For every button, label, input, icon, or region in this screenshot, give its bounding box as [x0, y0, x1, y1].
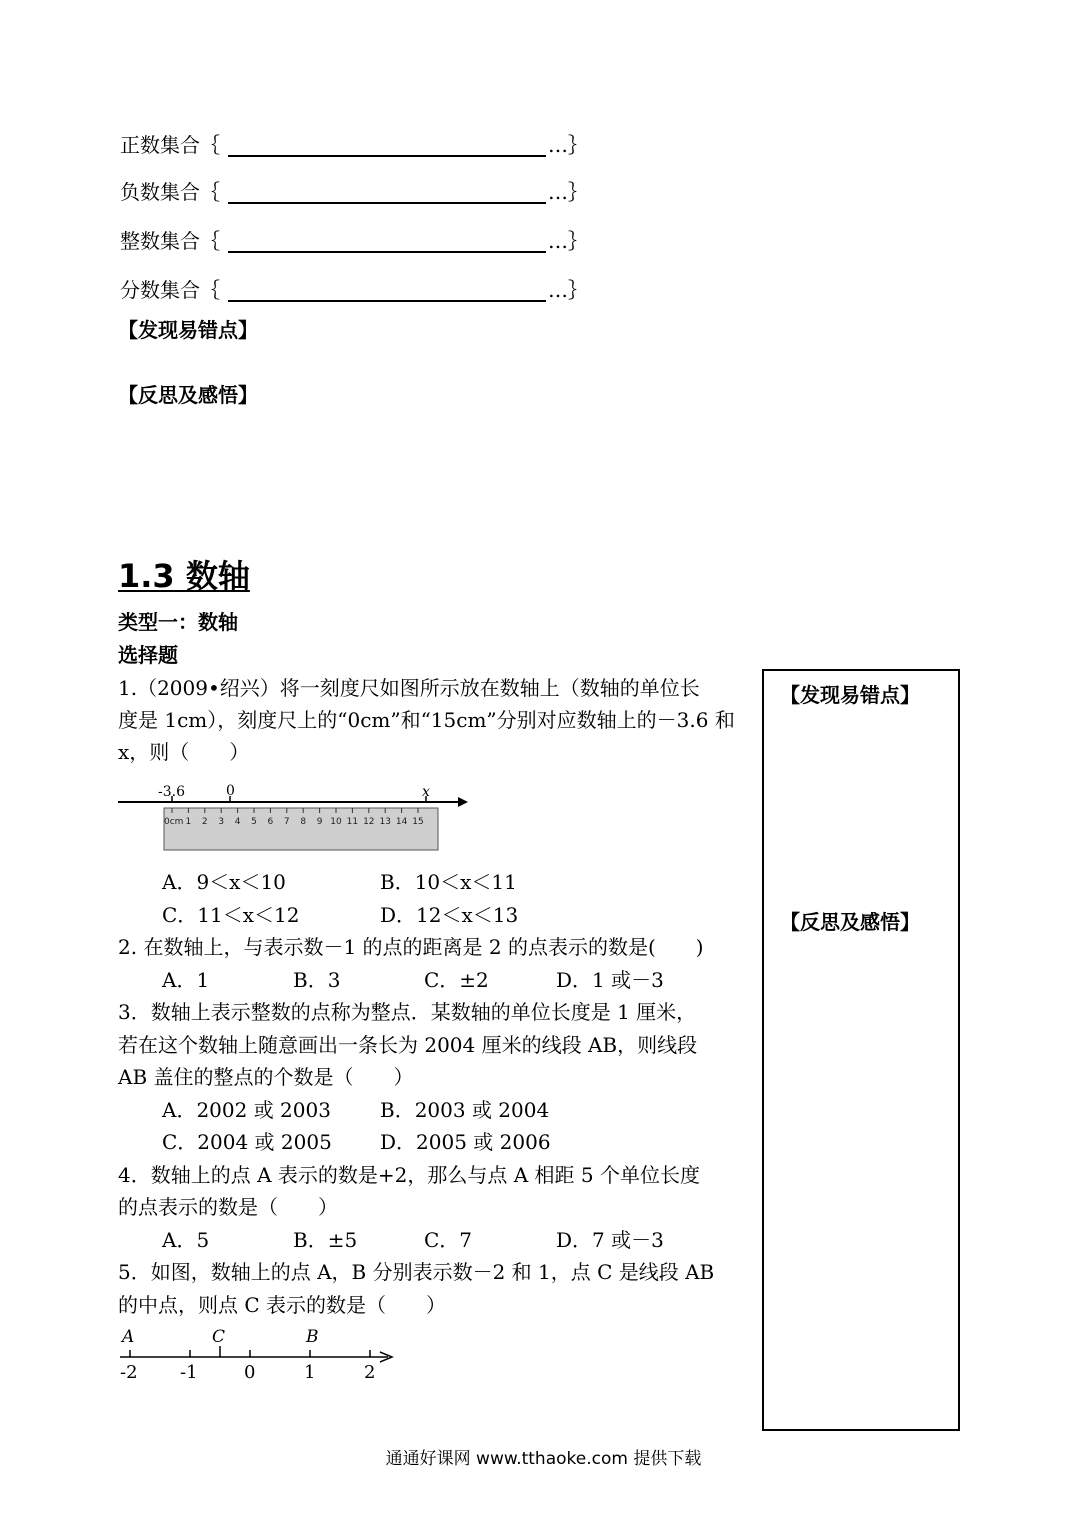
tick-label: -2 — [120, 1362, 138, 1383]
q5-line: 5．如图，数轴上的点 A，B 分别表示数－2 和 1，点 C 是线段 AB — [118, 1260, 715, 1284]
set-label: 负数集合｛ — [120, 180, 220, 204]
set-label: 分数集合｛ — [120, 278, 220, 302]
axis-label: x — [422, 784, 430, 800]
type-heading: 类型一：数轴 — [118, 610, 238, 634]
integer-set-row — [120, 227, 590, 257]
set-label: 整数集合｛ — [120, 229, 220, 253]
ruler-label: 14 — [395, 817, 408, 827]
ruler-label: 12 — [363, 817, 375, 827]
q4-option-c[interactable]: C．7 — [424, 1228, 473, 1252]
negative-set-row — [120, 178, 590, 208]
ruler-label: 10 — [330, 817, 342, 827]
q1-option-d[interactable]: D．12＜x＜13 — [380, 903, 519, 927]
tick-label: 2 — [364, 1362, 376, 1383]
answer-blank[interactable] — [228, 155, 546, 157]
answer-blank[interactable] — [228, 202, 546, 204]
ruler-label: 15 — [412, 817, 424, 827]
q4-option-a[interactable]: A．5 — [162, 1228, 210, 1252]
q1-option-c[interactable]: C．11＜x＜12 — [162, 903, 300, 927]
ruler-label: 11 — [346, 817, 359, 827]
point-label: C — [212, 1327, 226, 1347]
q2-option-d[interactable]: D．1 或－3 — [556, 968, 664, 992]
fraction-set-row — [120, 276, 590, 306]
footer-text: 通通好课网 www.tthaoke.com 提供下载 — [385, 1449, 702, 1469]
q3-line: 若在这个数轴上随意画出一条长为 2004 厘米的线段 AB，则线段 — [118, 1033, 698, 1057]
q2-option-b[interactable]: B．3 — [293, 968, 341, 992]
section-title: 1.3 数轴 — [118, 557, 250, 595]
errors-heading: 【发现易错点】 — [118, 318, 258, 342]
tick-label: 1 — [304, 1362, 316, 1383]
sidebar-errors-heading: 【发现易错点】 — [780, 683, 920, 707]
ruler-label: 8 — [300, 817, 307, 827]
q3-option-c[interactable]: C．2004 或 2005 — [162, 1130, 332, 1154]
q5-line: 的中点，则点 C 表示的数是（ ） — [118, 1293, 447, 1317]
ruler-label: 3 — [218, 817, 225, 827]
answer-blank[interactable] — [228, 300, 546, 302]
answer-blank[interactable] — [228, 251, 546, 253]
q1-option-a[interactable]: A．9＜x＜10 — [162, 870, 286, 894]
q3-option-b[interactable]: B．2003 或 2004 — [380, 1098, 550, 1122]
q3-line: AB 盖住的整点的个数是（ ） — [118, 1065, 414, 1089]
q2-line: 2. 在数轴上，与表示数－1 的点的距离是 2 的点表示的数是( ) — [118, 935, 704, 959]
q2-option-c[interactable]: C．±2 — [424, 968, 489, 992]
axis-label: -3.6 — [158, 784, 185, 800]
ruler-label: 2 — [201, 817, 208, 827]
notes-sidebar — [762, 669, 960, 1431]
choice-heading: 选择题 — [118, 643, 178, 667]
tick-label: -1 — [180, 1362, 198, 1383]
ruler-label: 13 — [379, 817, 391, 827]
ruler-label: 7 — [283, 817, 290, 827]
ruler-label: 4 — [234, 817, 241, 827]
q1-line: 1.（2009•绍兴）将一刻度尺如图所示放在数轴上（数轴的单位长 — [118, 676, 700, 700]
set-end: …｝ — [548, 229, 588, 253]
q3-option-a[interactable]: A．2002 或 2003 — [162, 1098, 331, 1122]
q1-option-b[interactable]: B．10＜x＜11 — [380, 870, 517, 894]
sidebar-reflection-heading: 【反思及感悟】 — [780, 910, 920, 934]
q1-line: x，则（ ） — [118, 740, 250, 764]
tick-label: 0 — [244, 1362, 256, 1383]
axis-arrow — [458, 797, 468, 807]
positive-set-row — [120, 131, 590, 161]
set-end: …｝ — [548, 180, 588, 204]
set-end: …｝ — [548, 133, 588, 157]
set-end: …｝ — [548, 278, 588, 302]
reflection-heading: 【反思及感悟】 — [118, 383, 258, 407]
ruler-label: 5 — [251, 817, 257, 827]
q3-line: 3．数轴上表示整数的点称为整点．某数轴的单位长度是 1 厘米， — [118, 1000, 697, 1024]
axis-label: 0 — [226, 783, 235, 799]
ruler-label: 6 — [267, 817, 274, 827]
q4-option-b[interactable]: B．±5 — [293, 1228, 358, 1252]
set-label: 正数集合｛ — [120, 133, 220, 157]
q4-line: 的点表示的数是（ ） — [118, 1195, 338, 1219]
ruler-body — [164, 808, 438, 850]
ruler-label: 1 — [185, 817, 192, 827]
q2-option-a[interactable]: A．1 — [162, 968, 210, 992]
ruler-label: 9 — [316, 817, 323, 827]
q5-number-line-figure — [112, 1322, 402, 1384]
q1-line: 度是 1cm），刻度尺上的“0cm”和“15cm”分别对应数轴上的－3.6 和 — [118, 708, 735, 732]
point-label: A — [122, 1327, 135, 1347]
q4-line: 4．数轴上的点 A 表示的数是+2，那么与点 A 相距 5 个单位长度 — [118, 1163, 700, 1187]
ruler-label: 0cm — [164, 817, 184, 827]
point-label: B — [306, 1327, 319, 1347]
q4-option-d[interactable]: D．7 或－3 — [556, 1228, 664, 1252]
q3-option-d[interactable]: D．2005 或 2006 — [380, 1130, 551, 1154]
q1-ruler-figure — [118, 778, 470, 854]
